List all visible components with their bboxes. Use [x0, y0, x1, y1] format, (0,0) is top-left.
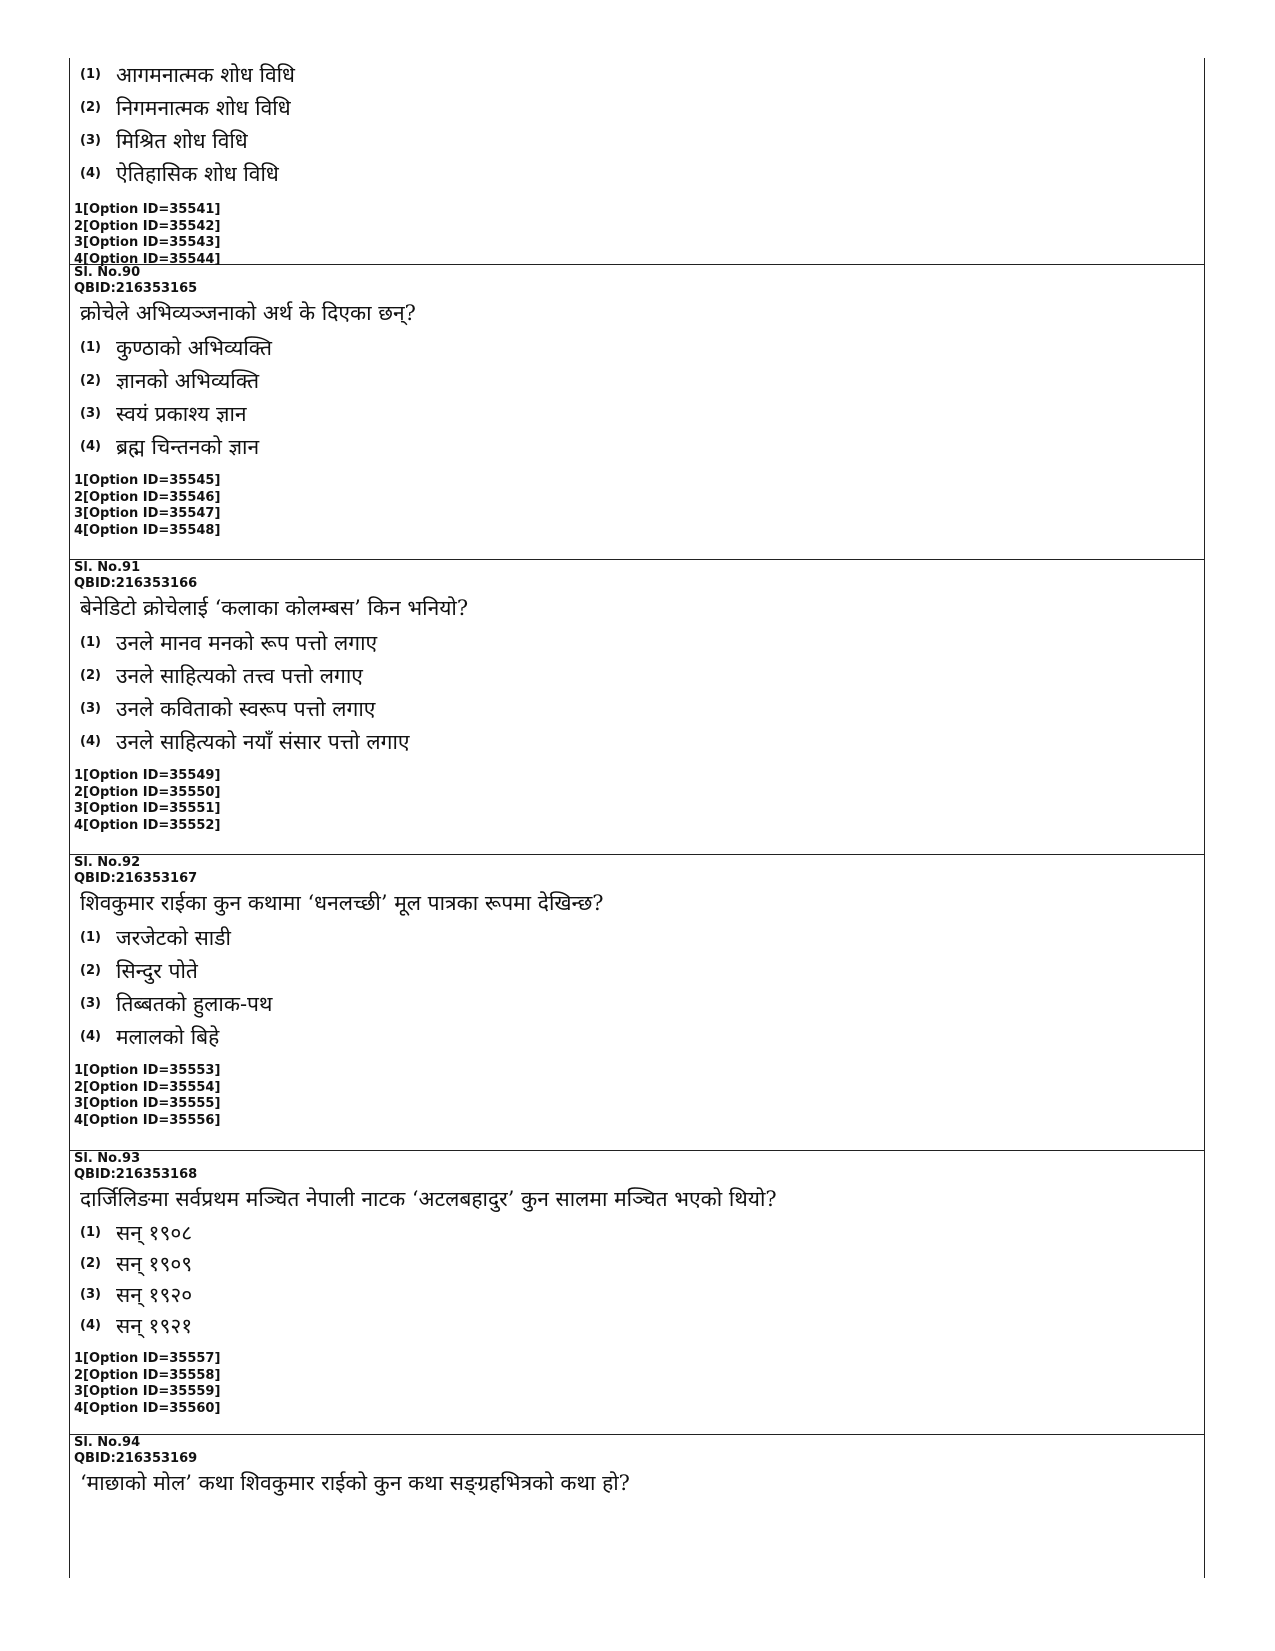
option-id: 3[Option ID=35543] — [74, 235, 221, 250]
option-text: सन् १९०८ — [116, 1220, 193, 1245]
qbid: QBID:216353169 — [74, 1451, 198, 1466]
option-row — [80, 91, 1204, 124]
question-paper — [69, 58, 1205, 1578]
option-text: सन् १९२० — [116, 1282, 193, 1307]
option-text: सन् १९२१ — [116, 1313, 193, 1338]
option-number: (4) — [80, 1318, 101, 1333]
serial-number: Sl. No.93 — [74, 1151, 141, 1166]
option-row — [80, 157, 1204, 190]
option-row — [80, 1217, 1204, 1248]
option-number: (4) — [80, 734, 101, 749]
option-id: 2[Option ID=35558] — [74, 1367, 221, 1383]
option-id-list — [74, 1063, 1204, 1131]
question-text: क्रोचेले अभिव्यञ्जनाको अर्थ के दिएका छन्? — [80, 301, 416, 325]
option-number: (2) — [80, 963, 101, 978]
option-id: 1[Option ID=35553] — [74, 1063, 221, 1078]
option-row — [80, 364, 1204, 397]
option-row — [80, 1020, 1204, 1053]
option-id: 1[Option ID=35557] — [74, 1351, 221, 1366]
option-number: (3) — [80, 133, 101, 148]
option-text: ज्ञानको अभिव्यक्ति — [116, 368, 260, 393]
option-id: 4[Option ID=35552] — [74, 817, 221, 833]
question-block — [70, 1435, 1204, 1575]
option-number: (3) — [80, 996, 101, 1011]
option-number: (1) — [80, 67, 101, 82]
question-text: दार्जिलिङमा सर्वप्रथम मञ्चित नेपाली नाटक ‘अटलबहादुर’ कुन सालमा मञ्चित भएको थियो? — [80, 1187, 777, 1211]
question-text: ‘माछाको मोल’ कथा शिवकुमार राईको कुन कथा सङ्ग्रहभित्रको कथा हो? — [80, 1471, 630, 1495]
option-text: मलालको बिहे — [116, 1024, 220, 1049]
option-row — [80, 725, 1204, 758]
option-row — [80, 1310, 1204, 1341]
option-id-list — [74, 1351, 1204, 1419]
option-text: मिश्रित शोध विधि — [116, 128, 248, 153]
option-text: स्वयं प्रकाश्य ज्ञान — [116, 401, 247, 426]
option-row — [80, 331, 1204, 364]
option-number: (2) — [80, 1256, 101, 1271]
option-row — [80, 921, 1204, 954]
option-id: 4[Option ID=35560] — [74, 1400, 221, 1416]
option-row — [80, 987, 1204, 1020]
option-id: 4[Option ID=35556] — [74, 1112, 221, 1128]
question-text: शिवकुमार राईका कुन कथामा ‘धनलच्छी’ मूल पात्रका रूपमा देखिन्छ? — [80, 891, 604, 915]
question-block — [70, 58, 1204, 265]
option-row — [80, 1248, 1204, 1279]
option-text: ब्रह्म चिन्तनको ज्ञान — [116, 434, 260, 459]
option-number: (3) — [80, 701, 101, 716]
option-number: (2) — [80, 668, 101, 683]
option-text: कुण्ठाको अभिव्यक्ति — [116, 335, 273, 360]
question-block — [70, 1151, 1204, 1435]
option-id: 1[Option ID=35545] — [74, 473, 221, 488]
option-id: 1[Option ID=35549] — [74, 768, 221, 783]
option-number: (4) — [80, 166, 101, 181]
option-number: (1) — [80, 340, 101, 355]
option-id: 3[Option ID=35551] — [74, 801, 221, 816]
option-id: 4[Option ID=35548] — [74, 522, 221, 538]
option-text: तिब्बतको हुलाक-पथ — [116, 991, 273, 1016]
option-id: 4[Option ID=35544] — [74, 251, 221, 267]
option-id-list — [74, 768, 1204, 836]
option-number: (2) — [80, 373, 101, 388]
option-id-list — [74, 202, 1204, 270]
qbid: QBID:216353166 — [74, 576, 198, 591]
option-row — [80, 692, 1204, 725]
option-id: 3[Option ID=35559] — [74, 1384, 221, 1399]
option-text: ऐतिहासिक शोध विधि — [116, 161, 279, 186]
option-text: उनले साहित्यको नयाँ संसार पत्तो लगाए — [116, 729, 410, 754]
option-id: 2[Option ID=35550] — [74, 784, 221, 800]
option-number: (1) — [80, 930, 101, 945]
option-number: (1) — [80, 1225, 101, 1240]
option-number: (4) — [80, 439, 101, 454]
qbid: QBID:216353168 — [74, 1167, 198, 1182]
qbid: QBID:216353167 — [74, 871, 198, 886]
option-text: जरजेटको साडी — [116, 925, 231, 950]
option-text: सिन्दुर पोते — [116, 958, 198, 983]
option-text: उनले साहित्यको तत्त्व पत्तो लगाए — [116, 663, 363, 688]
option-number: (3) — [80, 1287, 101, 1302]
option-id: 2[Option ID=35554] — [74, 1079, 221, 1095]
option-row — [80, 58, 1204, 91]
option-id: 2[Option ID=35546] — [74, 489, 221, 505]
option-text: निगमनात्मक शोध विधि — [116, 95, 291, 120]
serial-number: Sl. No.94 — [74, 1435, 141, 1450]
question-block — [70, 855, 1204, 1151]
option-row — [80, 397, 1204, 430]
option-text: आगमनात्मक शोध विधि — [116, 62, 295, 87]
option-row — [80, 1279, 1204, 1310]
question-block — [70, 265, 1204, 560]
option-number: (2) — [80, 100, 101, 115]
option-number: (1) — [80, 635, 101, 650]
question-text: बेनेडिटो क्रोचेलाई ‘कलाका कोलम्बस’ किन भनियो? — [80, 596, 469, 620]
serial-number: Sl. No.92 — [74, 855, 141, 870]
option-id: 3[Option ID=35547] — [74, 506, 221, 521]
option-id: 1[Option ID=35541] — [74, 202, 221, 217]
qbid: QBID:216353165 — [74, 281, 198, 296]
serial-number: Sl. No.90 — [74, 265, 141, 280]
option-id-list — [74, 473, 1204, 541]
option-text: उनले मानव मनको रूप पत्तो लगाए — [116, 630, 378, 655]
option-number: (3) — [80, 406, 101, 421]
option-row — [80, 430, 1204, 463]
serial-number: Sl. No.91 — [74, 560, 141, 575]
option-id: 2[Option ID=35542] — [74, 218, 221, 234]
option-row — [80, 954, 1204, 987]
option-row — [80, 659, 1204, 692]
question-block — [70, 560, 1204, 855]
option-text: सन् १९०९ — [116, 1251, 193, 1276]
option-id: 3[Option ID=35555] — [74, 1096, 221, 1111]
option-row — [80, 626, 1204, 659]
option-text: उनले कविताको स्वरूप पत्तो लगाए — [116, 696, 376, 721]
option-row — [80, 124, 1204, 157]
option-number: (4) — [80, 1029, 101, 1044]
